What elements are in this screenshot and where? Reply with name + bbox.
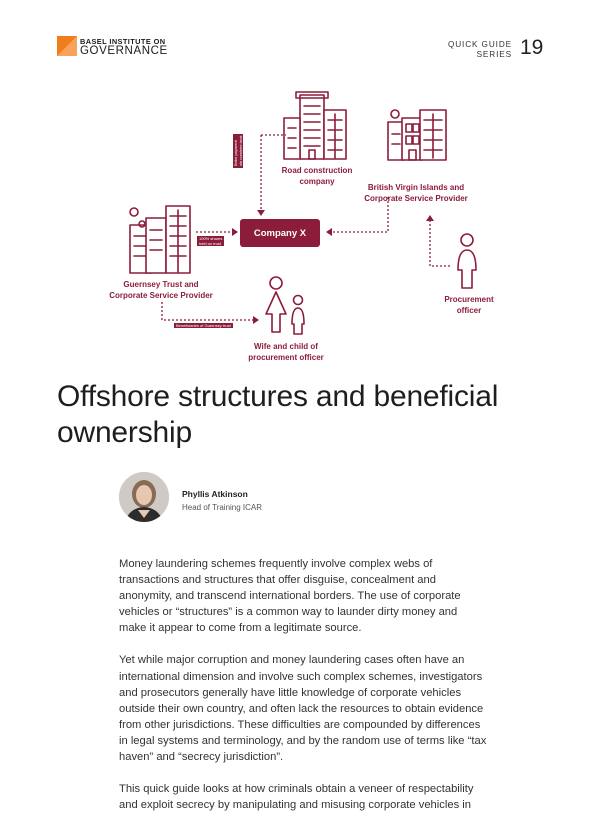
road-company-label: Road construction company (281, 166, 353, 186)
series-line-1: QUICK GUIDE (447, 40, 512, 49)
wife-child-label: Wife and child of procurement officer (248, 342, 324, 362)
paragraph: This quick guide looks at how criminals obtain a veneer of respectability and exploit secrecy by manipulating and misusing corporate vehicles in (119, 783, 474, 812)
guernsey-provider-label: Guernsey Trust and Corporate Service Provider (109, 280, 213, 300)
author-name: Phyllis Atkinson (182, 489, 248, 499)
institute-logo (57, 35, 197, 59)
bvi-building-icon (388, 110, 446, 160)
logo-text-bottom: GOVERNANCE (80, 45, 168, 57)
procurement-officer-label: Procurement officer (444, 295, 494, 315)
shares-tag: 100% shares held on trust (199, 236, 223, 246)
beneficiaries-tag: Beneficiaries of Guernsey trust (176, 323, 231, 328)
guernsey-building-icon (130, 206, 190, 273)
author-role: Head of Training ICAR (182, 503, 263, 512)
nominee-tag: Bribe payment via nominee trust (233, 135, 243, 166)
author-avatar (119, 472, 169, 522)
article-body (119, 556, 487, 829)
series-label (448, 40, 512, 60)
paragraph: Yet while major corruption and money laundering cases often have an international dimension and involve such complex schemes, investigators and prosecutors generally have little knowledge of corporate vehicles outside their own country, and often lack the resources to obtain evidence from other jurisdictions. These difficulties are compounded by differences in legal systems and terminology, and by the random use of terms like “tax haven” and “secrecy jurisdiction”. (119, 654, 487, 764)
wife-child-icon (266, 277, 304, 334)
article-title: Offshore structures and beneficial ownership (57, 380, 499, 449)
company-x-box: Company X (240, 219, 320, 247)
series-number: 19 (520, 36, 544, 59)
procurement-officer-icon (458, 234, 476, 288)
logo-text-top: BASEL INSTITUTE ON (80, 37, 166, 46)
logo-mark-icon (57, 36, 77, 56)
bvi-provider-label: British Virgin Islands and Corporate Service Provider (364, 183, 468, 203)
paragraph: Money laundering schemes frequently involve complex webs of transactions and structures that offer disguise, concealment and anonymity, and transcend international borders. The use of corporate vehicles or “structures” is a common way to launder dirty money and make it appear to come from a legitimate source. (119, 558, 461, 635)
road-company-building-icon (284, 92, 346, 159)
author-photo-icon (119, 472, 169, 522)
series-line-2: SERIES (476, 50, 512, 59)
